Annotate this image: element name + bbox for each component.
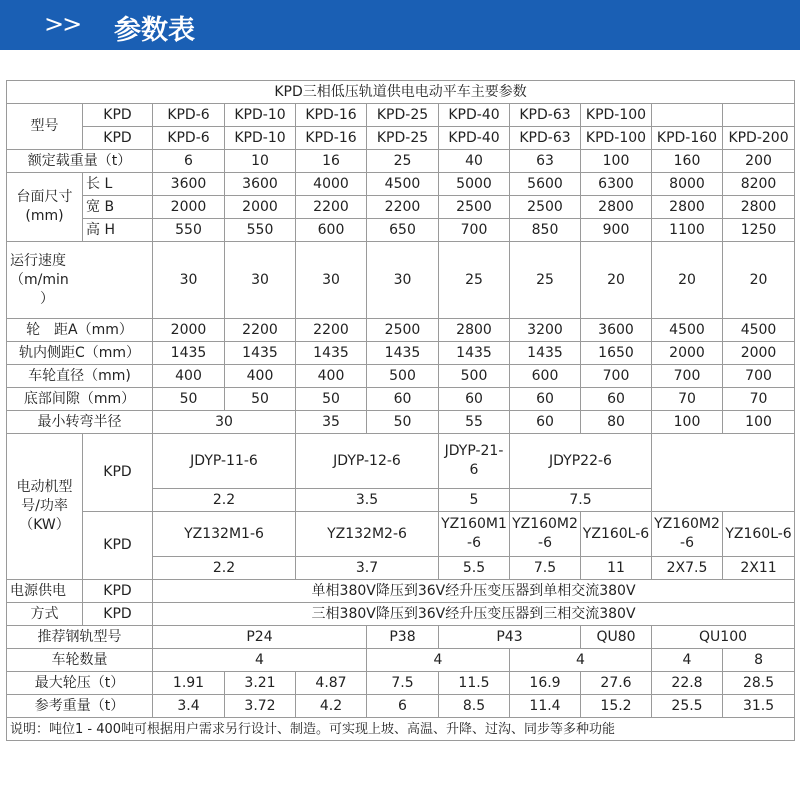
table-cell: 200 (723, 150, 795, 173)
table-cell: 2000 (153, 319, 225, 342)
table-cell: 4.2 (296, 695, 367, 718)
table-cell: 4 (367, 649, 510, 672)
table-cell: 100 (652, 411, 723, 434)
table-cell: 100 (723, 411, 795, 434)
table-cell: 60 (510, 411, 581, 434)
table-cell: 3600 (153, 173, 225, 196)
table-cell: 4 (510, 649, 652, 672)
label-line: (mm) (25, 208, 64, 224)
table-cell: 25 (367, 150, 439, 173)
table-row (7, 242, 795, 319)
table-row (7, 365, 795, 388)
page-title: 参数表 (114, 15, 195, 46)
table-cell: 40 (439, 150, 510, 173)
row-label: 最大轮压（t） (7, 672, 153, 695)
table-caption: KPD三相低压轨道供电电动平车主要参数 (7, 81, 795, 104)
table-cell: 2200 (225, 319, 296, 342)
label-line: 运行速度 (10, 252, 66, 269)
table-cell: P43 (439, 626, 581, 649)
cell-line: 6 (469, 462, 479, 478)
table-cell: 11.4 (510, 695, 581, 718)
table-row (7, 434, 795, 489)
sub-label: 高 H (83, 219, 153, 242)
table-cell: 20 (652, 242, 723, 319)
table-cell: 500 (367, 365, 439, 388)
row-label: 推荐钢轨型号 (7, 626, 153, 649)
table-cell: P24 (153, 626, 367, 649)
table-cell: 15.2 (581, 695, 652, 718)
table-cell: 10 (225, 150, 296, 173)
label-line: （KW） (19, 517, 70, 533)
table-cell: 2500 (439, 196, 510, 219)
table-cell: KPD (83, 434, 153, 512)
table-row (7, 173, 795, 196)
table-cell: KPD-25 (367, 104, 439, 127)
table-cell: 8200 (723, 173, 795, 196)
table-cell: 700 (439, 219, 510, 242)
table-cell: 2800 (439, 319, 510, 342)
table-cell: 6300 (581, 173, 652, 196)
parameter-table-wrapper (6, 80, 794, 741)
table-cell: 5600 (510, 173, 581, 196)
table-cell: KPD-16 (296, 104, 367, 127)
table-cell: 63 (510, 150, 581, 173)
table-cell: 4 (652, 649, 723, 672)
table-cell: 400 (296, 365, 367, 388)
table-cell: JDYP22-6 (510, 434, 652, 489)
table-row (7, 411, 795, 434)
table-row (7, 718, 795, 741)
table-cell: 3.7 (296, 557, 439, 580)
cell-line: -6 (538, 535, 552, 551)
table-cell: 8.5 (439, 695, 510, 718)
table-cell: 2000 (723, 342, 795, 365)
table-cell (723, 104, 795, 127)
table-cell: 20 (723, 242, 795, 319)
table-cell: KPD-10 (225, 127, 296, 150)
table-cell: 5000 (439, 173, 510, 196)
table-cell: 1435 (153, 342, 225, 365)
table-row (7, 626, 795, 649)
label-line: 电动机型 (16, 479, 73, 495)
table-cell: 30 (367, 242, 439, 319)
table-cell: QU80 (581, 626, 652, 649)
table-cell: 2800 (723, 196, 795, 219)
table-cell: 3.21 (225, 672, 296, 695)
row-label (7, 173, 83, 242)
table-row (7, 150, 795, 173)
table-cell: 60 (439, 388, 510, 411)
table-cell: 7.5 (510, 557, 581, 580)
double-chevron-icon: >> (44, 10, 81, 38)
model-label: 型号 (7, 104, 83, 150)
table-cell: 80 (581, 411, 652, 434)
table-cell: KPD-25 (367, 127, 439, 150)
table-cell: 160 (652, 150, 723, 173)
table-cell (652, 104, 723, 127)
table-row (7, 695, 795, 718)
table-cell: 6 (153, 150, 225, 173)
label-line: 号/功率 (21, 498, 68, 514)
table-cell: 1435 (510, 342, 581, 365)
table-cell: 2.2 (153, 557, 296, 580)
table-cell: 31.5 (723, 695, 795, 718)
section-banner (0, 0, 800, 50)
table-cell: P38 (367, 626, 439, 649)
table-cell: 2800 (652, 196, 723, 219)
table-cell: 60 (510, 388, 581, 411)
table-row (7, 512, 795, 557)
table-row (7, 672, 795, 695)
table-cell: 60 (367, 388, 439, 411)
table-cell: 4500 (723, 319, 795, 342)
table-cell: 500 (439, 365, 510, 388)
table-cell: 30 (296, 242, 367, 319)
table-cell: 1100 (652, 219, 723, 242)
table-cell: 700 (581, 365, 652, 388)
table-cell: 三相380V降压到36V经升压变压器到三相交流380V (153, 603, 795, 626)
table-note: 说明：吨位1 - 400吨可根据用户需求另行设计、制造。可实现上坡、高温、升降、过沟、同步等多种功能 (7, 718, 795, 741)
table-cell: JDYP-12-6 (296, 434, 439, 489)
row-label: 车轮数量 (7, 649, 153, 672)
table-cell: YZ132M1-6 (153, 512, 296, 557)
table-cell: 25 (439, 242, 510, 319)
cell-line: YZ160M2 (512, 516, 578, 532)
table-cell: 28.5 (723, 672, 795, 695)
table-cell: 900 (581, 219, 652, 242)
table-cell: 650 (367, 219, 439, 242)
table-row (7, 127, 795, 150)
table-cell: 4000 (296, 173, 367, 196)
table-cell: 4 (153, 649, 367, 672)
row-label: 轮 距A（mm） (7, 319, 153, 342)
row-label: 方式 (7, 603, 83, 626)
cell-line: JDYP-21- (444, 443, 504, 459)
table-cell (510, 512, 581, 557)
table-cell: 2500 (367, 319, 439, 342)
table-cell: KPD-63 (510, 127, 581, 150)
row-label: 车轮直径（mm) (7, 365, 153, 388)
table-cell: 3.4 (153, 695, 225, 718)
table-cell: 22.8 (652, 672, 723, 695)
table-cell: 16.9 (510, 672, 581, 695)
table-cell: 50 (367, 411, 439, 434)
table-cell: KPD-160 (652, 127, 723, 150)
table-cell: KPD-6 (153, 127, 225, 150)
table-cell: 50 (225, 388, 296, 411)
table-cell: KPD (83, 603, 153, 626)
table-cell: 7.5 (510, 489, 652, 512)
table-cell: 2000 (225, 196, 296, 219)
table-cell: 2200 (296, 319, 367, 342)
table-cell: JDYP-11-6 (153, 434, 296, 489)
table-cell: YZ160L-6 (581, 512, 652, 557)
table-cell: 单相380V降压到36V经升压变压器到单相交流380V (153, 580, 795, 603)
table-row (7, 580, 795, 603)
table-cell: 30 (225, 242, 296, 319)
table-cell: 2000 (153, 196, 225, 219)
table-cell (439, 434, 510, 489)
label-line: ） (40, 290, 54, 307)
table-row (7, 388, 795, 411)
table-cell: KPD-40 (439, 127, 510, 150)
cell-line: -6 (680, 535, 694, 551)
cell-line: -6 (467, 535, 481, 551)
table-cell: 2800 (581, 196, 652, 219)
table-cell: 2500 (510, 196, 581, 219)
table-cell: 1435 (367, 342, 439, 365)
table-cell: 3600 (225, 173, 296, 196)
row-label: 底部间隙（mm） (7, 388, 153, 411)
table-cell: 550 (153, 219, 225, 242)
table-cell: 1650 (581, 342, 652, 365)
table-cell: 8 (723, 649, 795, 672)
table-cell: 70 (652, 388, 723, 411)
row-label: 最小转弯半径 (7, 411, 153, 434)
table-cell: 50 (296, 388, 367, 411)
table-cell (439, 512, 510, 557)
table-cell: 850 (510, 219, 581, 242)
table-cell: 35 (296, 411, 367, 434)
table-cell: 25.5 (652, 695, 723, 718)
table-cell: KPD-100 (581, 104, 652, 127)
table-cell: KPD (83, 512, 153, 580)
table-row (7, 342, 795, 365)
table-cell: KPD-6 (153, 104, 225, 127)
table-cell: 11.5 (439, 672, 510, 695)
row-label: 参考重量（t） (7, 695, 153, 718)
sub-label: 宽 B (83, 196, 153, 219)
table-cell: QU100 (652, 626, 795, 649)
table-cell: KPD-200 (723, 127, 795, 150)
table-cell: 60 (581, 388, 652, 411)
table-cell: KPD-10 (225, 104, 296, 127)
table-cell: 5 (439, 489, 510, 512)
table-cell: 1435 (296, 342, 367, 365)
table-row (7, 649, 795, 672)
label-line: （m/min (10, 271, 69, 288)
table-cell: 100 (581, 150, 652, 173)
table-cell: 2000 (652, 342, 723, 365)
table-cell: 1435 (225, 342, 296, 365)
table-cell: 6 (367, 695, 439, 718)
table-row (7, 219, 795, 242)
table-cell: YZ132M2-6 (296, 512, 439, 557)
table-row (7, 196, 795, 219)
table-cell: 2200 (296, 196, 367, 219)
table-cell: 600 (296, 219, 367, 242)
table-cell: YZ160L-6 (723, 512, 795, 557)
table-cell: 2.2 (153, 489, 296, 512)
table-cell: 8000 (652, 173, 723, 196)
table-cell: KPD-100 (581, 127, 652, 150)
table-cell: KPD (83, 127, 153, 150)
row-label: 额定载重量（t） (7, 150, 153, 173)
table-cell: KPD-63 (510, 104, 581, 127)
table-cell: 400 (225, 365, 296, 388)
table-cell: 550 (225, 219, 296, 242)
sub-label: 长 L (83, 173, 153, 196)
table-cell: 70 (723, 388, 795, 411)
table-cell: 3.5 (296, 489, 439, 512)
table-cell: 4500 (367, 173, 439, 196)
cell-line: YZ160M2 (654, 516, 720, 532)
table-cell: 11 (581, 557, 652, 580)
row-label (7, 242, 153, 319)
table-cell (652, 434, 795, 512)
parameter-table (6, 80, 795, 741)
table-row (7, 81, 795, 104)
table-row (7, 319, 795, 342)
table-cell: 400 (153, 365, 225, 388)
table-cell: KPD-16 (296, 127, 367, 150)
table-cell: 3200 (510, 319, 581, 342)
table-cell: 1435 (439, 342, 510, 365)
table-cell: 30 (153, 411, 296, 434)
table-cell: 30 (153, 242, 225, 319)
table-cell: 27.6 (581, 672, 652, 695)
table-cell: 3.72 (225, 695, 296, 718)
table-cell: 55 (439, 411, 510, 434)
table-cell: 1250 (723, 219, 795, 242)
table-cell: 5.5 (439, 557, 510, 580)
table-cell: 2X7.5 (652, 557, 723, 580)
table-cell (652, 512, 723, 557)
table-cell: 700 (723, 365, 795, 388)
table-cell: KPD (83, 580, 153, 603)
table-cell: KPD (83, 104, 153, 127)
cell-line: YZ160M1 (441, 516, 507, 532)
row-label: 轨内侧距C（mm） (7, 342, 153, 365)
table-row (7, 603, 795, 626)
table-cell: 20 (581, 242, 652, 319)
table-cell: 3600 (581, 319, 652, 342)
table-row (7, 104, 795, 127)
table-cell: 50 (153, 388, 225, 411)
table-cell: 16 (296, 150, 367, 173)
table-cell: 25 (510, 242, 581, 319)
table-cell: 7.5 (367, 672, 439, 695)
table-cell: 2X11 (723, 557, 795, 580)
table-cell: 4.87 (296, 672, 367, 695)
table-cell: 4500 (652, 319, 723, 342)
row-label (7, 434, 83, 580)
table-cell: 1.91 (153, 672, 225, 695)
row-label: 电源供电 (7, 580, 83, 603)
table-cell: KPD-40 (439, 104, 510, 127)
table-cell: 700 (652, 365, 723, 388)
label-line: 台面尺寸 (16, 189, 73, 205)
table-cell: 2200 (367, 196, 439, 219)
table-cell: 600 (510, 365, 581, 388)
